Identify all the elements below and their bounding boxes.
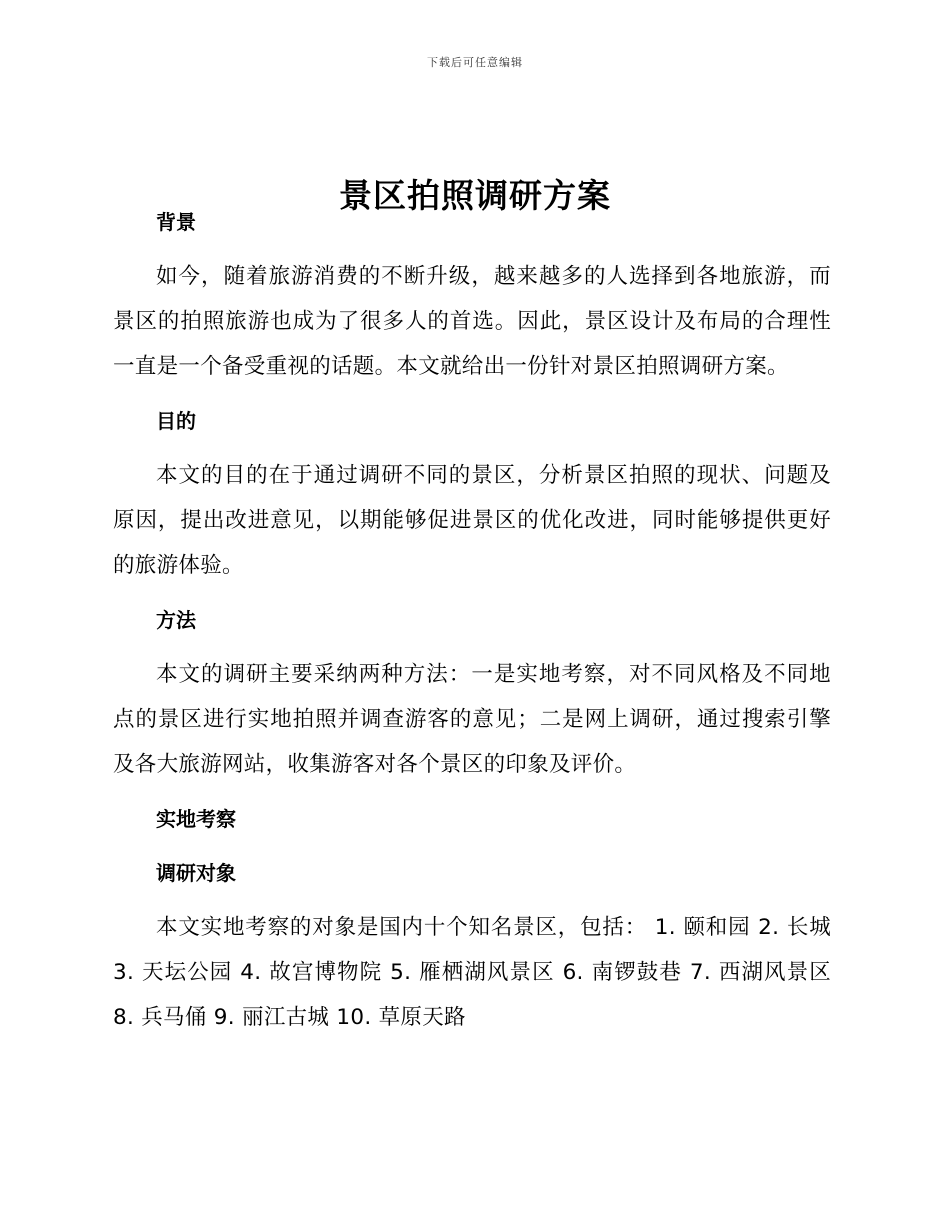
- section-heading-background: 背景: [156, 210, 196, 234]
- section-heading-field-study: 实地考察: [156, 807, 236, 831]
- section-text-subjects: 本文实地考察的对象是国内十个知名景区，包括： 1. 颐和园 2. 长城 3. 天坛公园 4. 故宫博物院 5. 雁栖湖风景区 6. 南锣鼓巷 7. 西湖风景区 8. 兵马俑 9. 丽江古城 10. 草原天路: [113, 915, 831, 1030]
- section-heading-subjects: 调研对象: [156, 861, 236, 885]
- document-body: [113, 204, 831, 1040]
- section-text-background: 如今，随着旅游消费的不断升级，越来越多的人选择到各地旅游，而景区的拍照旅游也成为了很多人的首选。因此，景区设计及布局的合理性一直是一个备受重视的话题。本文就给出一份针对景区拍照调研方案。: [113, 264, 831, 379]
- section-heading-purpose: 目的: [156, 409, 196, 433]
- document-title: 景区拍照调研方案: [339, 176, 611, 216]
- section-text-purpose: 本文的目的在于通过调研不同的景区，分析景区拍照的现状、问题及原因，提出改进意见，以期能够促进景区的优化改进，同时能够提供更好的旅游体验。: [113, 463, 831, 578]
- section-heading-method: 方法: [156, 608, 196, 632]
- download-note: 下载后可任意编辑: [427, 56, 523, 69]
- section-text-method: 本文的调研主要采纳两种方法：一是实地考察，对不同风格及不同地点的景区进行实地拍照并调查游客的意见；二是网上调研，通过搜索引擎及各大旅游网站，收集游客对各个景区的印象及评价。: [113, 662, 831, 777]
